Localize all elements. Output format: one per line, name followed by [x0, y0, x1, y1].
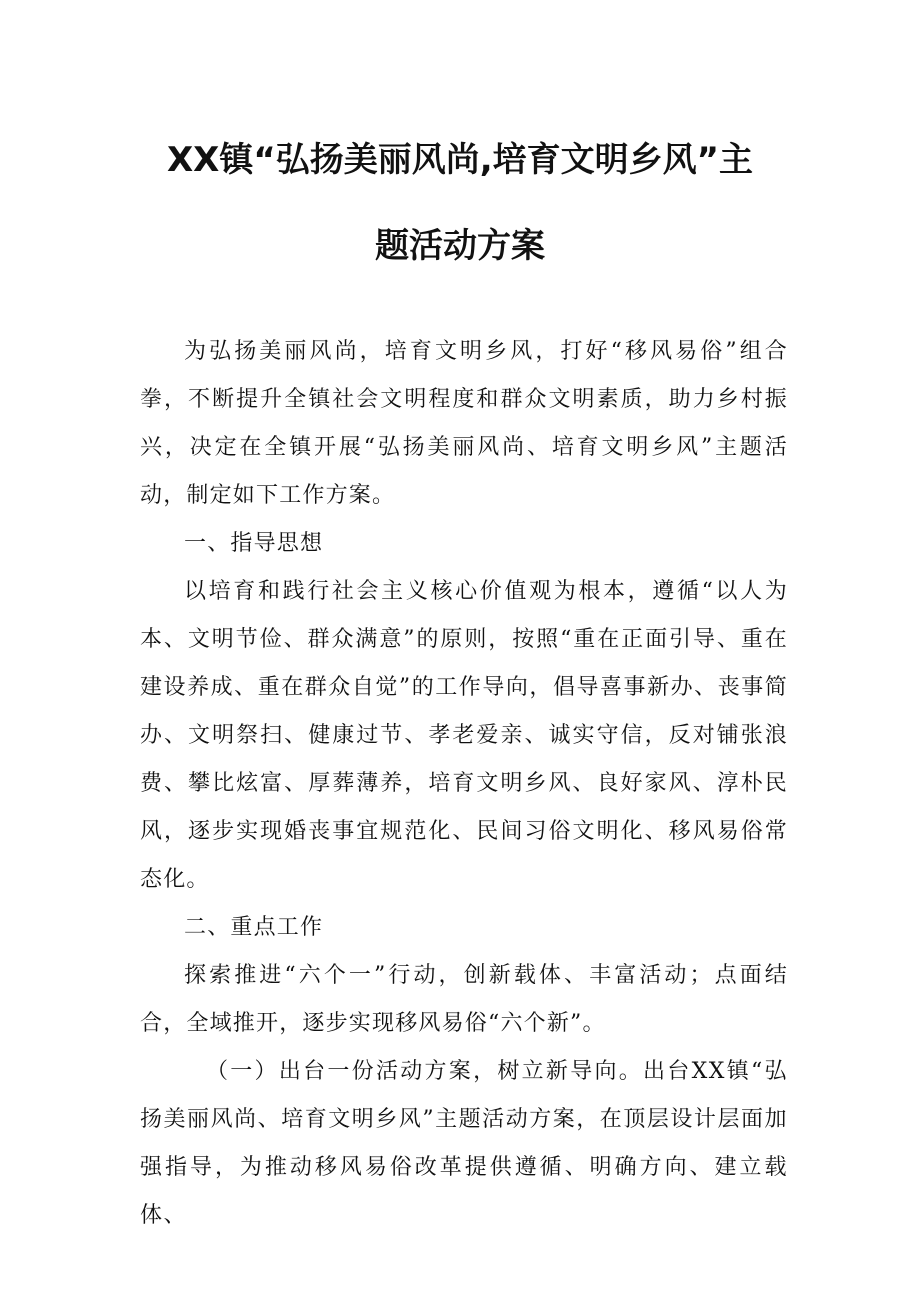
intro-paragraph: 为弘扬美丽风尚，培育文明乡风，打好“移风易俗”组合拳，不断提升全镇社会文明程度和群众文明素质，助力乡村振兴，决定在全镇开展“弘扬美丽风尚、培育文明乡风”主题活动，制定如下工作方案。 [140, 339, 788, 508]
document-title-line-2: 题活动方案 [375, 226, 545, 266]
section-heading-key-work: 二、重点工作 [184, 915, 324, 940]
sub-item-paragraph-1: （一）出台一份活动方案，树立新导向。出台XX镇“弘扬美丽风尚、培育文明乡风”主题活动方案，在顶层设计层面加强指导，为推动移风易俗改革提供遵循、明确方向、建立载体、 [140, 1059, 788, 1228]
key-work-paragraph: 探索推进“六个一”行动，创新载体、丰富活动；点面结合，全域推开，逐步实现移风易俗“六个新”。 [140, 963, 788, 1036]
guiding-ideology-paragraph: 以培育和践行社会主义核心价值观为根本，遵循“以人为本、文明节俭、群众满意”的原则，按照“重在正面引导、重在建设养成、重在群众自觉”的工作导向，倡导喜事新办、丧事简办、文明祭扫、健康过节、孝老爱亲、诚实守信，反对铺张浪费、攀比炫富、厚葬薄养，培育文明乡风、良好家风、淳朴民风，逐步实现婚丧事宜规范化、民间习俗文明化、移风易俗常态化。 [140, 579, 788, 892]
document-body [140, 328, 788, 1240]
section-heading-guiding-ideology: 一、指导思想 [184, 531, 324, 556]
document-title-line-1: XX镇“弘扬美丽风尚,培育文明乡风”主 [166, 140, 754, 180]
